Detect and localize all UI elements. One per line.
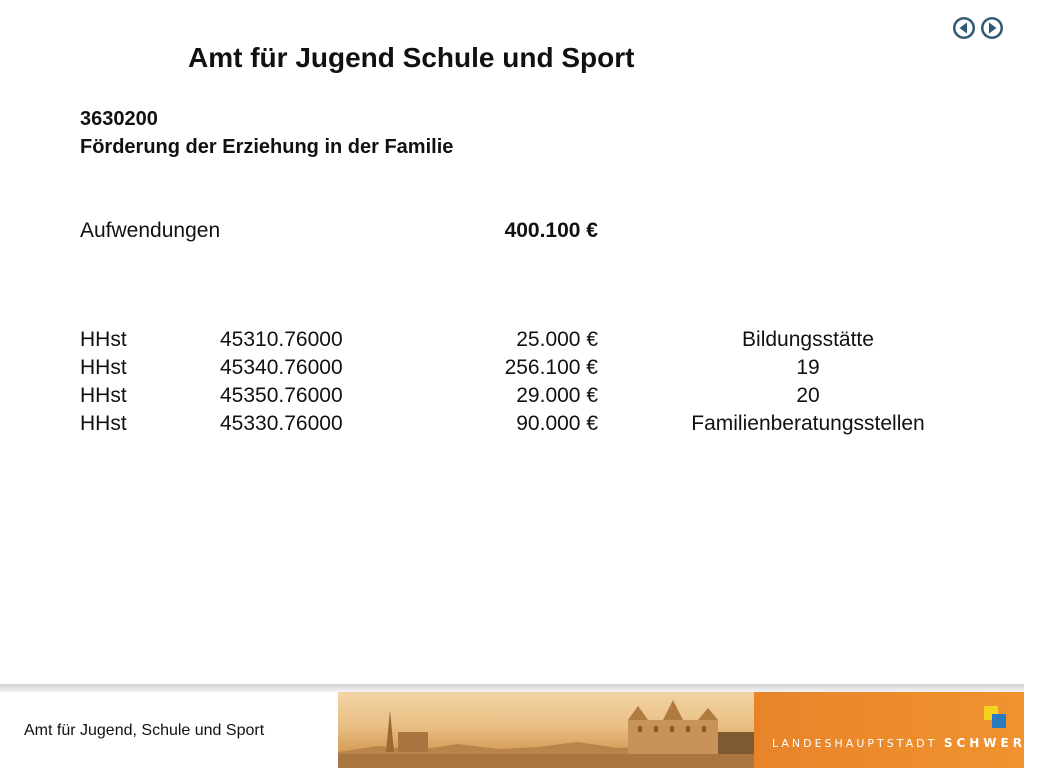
expenses-total: 400.100 € bbox=[504, 219, 598, 242]
footer-department: Amt für Jugend, Schule und Sport bbox=[24, 722, 265, 739]
table-row bbox=[80, 356, 980, 384]
table-row bbox=[80, 412, 980, 440]
footer-banner bbox=[0, 684, 1049, 768]
row-type: HHst bbox=[80, 384, 127, 407]
castle-silhouette bbox=[338, 692, 754, 768]
city-logo-icon bbox=[982, 704, 1010, 732]
section-code: 3630200 bbox=[80, 108, 158, 130]
city-skyline-image bbox=[338, 692, 754, 768]
row-amount: 256.100 € bbox=[504, 356, 598, 379]
arrow-left-circle-icon[interactable] bbox=[952, 16, 976, 40]
row-type: HHst bbox=[80, 412, 127, 435]
row-type: HHst bbox=[80, 356, 127, 379]
footer-department-panel bbox=[0, 692, 338, 768]
city-prefix: LANDESHAUPTSTADT bbox=[772, 737, 938, 750]
arrow-right-circle-icon[interactable] bbox=[980, 16, 1004, 40]
city-wordmark bbox=[772, 736, 1049, 750]
row-account: 45330.76000 bbox=[220, 412, 343, 435]
row-amount: 29.000 € bbox=[516, 384, 598, 407]
row-type: HHst bbox=[80, 328, 127, 351]
table-row bbox=[80, 328, 980, 356]
row-account: 45350.76000 bbox=[220, 384, 343, 407]
expenses-label: Aufwendungen bbox=[80, 219, 221, 242]
row-note: Familienberatungsstellen bbox=[691, 412, 925, 435]
budget-items-table bbox=[80, 328, 980, 440]
row-note: 20 bbox=[796, 384, 820, 407]
city-name: SCHWERIN bbox=[943, 736, 1049, 750]
row-note: Bildungsstätte bbox=[742, 328, 874, 351]
city-brand-panel bbox=[754, 692, 1049, 768]
table-row bbox=[80, 384, 980, 412]
page-title: Amt für Jugend Schule und Sport bbox=[188, 42, 635, 73]
row-note: 19 bbox=[796, 356, 820, 379]
slide-navigation bbox=[952, 16, 1004, 40]
row-account: 45310.76000 bbox=[220, 328, 343, 351]
row-account: 45340.76000 bbox=[220, 356, 343, 379]
row-amount: 25.000 € bbox=[516, 328, 598, 351]
section-subtitle: Förderung der Erziehung in der Familie bbox=[80, 136, 454, 158]
row-amount: 90.000 € bbox=[516, 412, 598, 435]
